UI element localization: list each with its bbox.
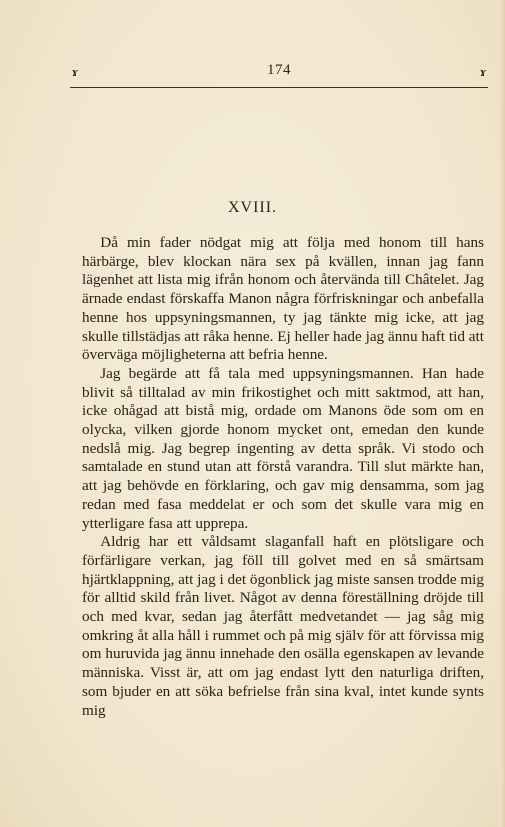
paragraph-3: Aldrig har ett våldsamt slaganfall haft en plötsligare och förfärligare verkan, jag föll till golvet med en så smärtsam hjärtklappning, att jag i det ögonblick jag miste sansen trodde mig för alltid skild från livet. Något av denna föreställning dröjde till och med kvar, sedan jag återfått medvetandet — jag såg mig omkring åt alla håll i rummet och på mig själv för att förvissa mig om huruvida jag ännu innehade den osälla egenskapen av levande människa. Visst är, att om jag endast lytt den naturliga driften, som bjuder en att söka befrielse från sina kval, intet kunde synts mig (82, 533, 484, 719)
chapter-title: XVIII. (227, 199, 278, 216)
page-edge (499, 0, 505, 827)
header-rule (70, 87, 488, 88)
header-ornament-left-icon: ɤ (72, 64, 78, 79)
page-header (70, 60, 488, 90)
paragraph-2: Jag begärde att få tala med uppsyningsmannen. Han hade blivit så tilltalad av min frikostighet och mitt saktmod, att han, icke ohågad att bistå mig, ordade om Manons öde som om en olycka, vilken gjorde honom mycket ont, emedan den kunde nedslå mig. Jag begrep ingenting av detta språk. Vi stodo och samtalade en stund utan att förstå varandra. Till slut märkte han, att jag behövde en förklaring, och gav mig densamma, som jag redan med fasa meddelat er och som det skulle vara mig en ytterligare fasa att upprepa. (82, 364, 484, 532)
body-text (82, 234, 484, 720)
paragraph-1: Då min fader nödgat mig att följa med honom till hans härbärge, blev klockan nära sex på kvällen, innan jag fann lägenhet att lista mig ifrån honom och återvända till Châtelet. Jag ärnade endast förskaffa Manon några förfriskningar och anbefalla henne hos uppsyningsmannen, ty jag tänkte mig icke, att jag skulle tillstädjas att råka henne. Ej heller hade jag ännu haft tid att överväga möjligheterna att befria henne. (82, 234, 484, 364)
page-number: 174 (267, 62, 291, 78)
header-ornament-right-icon: ɤ (480, 64, 486, 79)
